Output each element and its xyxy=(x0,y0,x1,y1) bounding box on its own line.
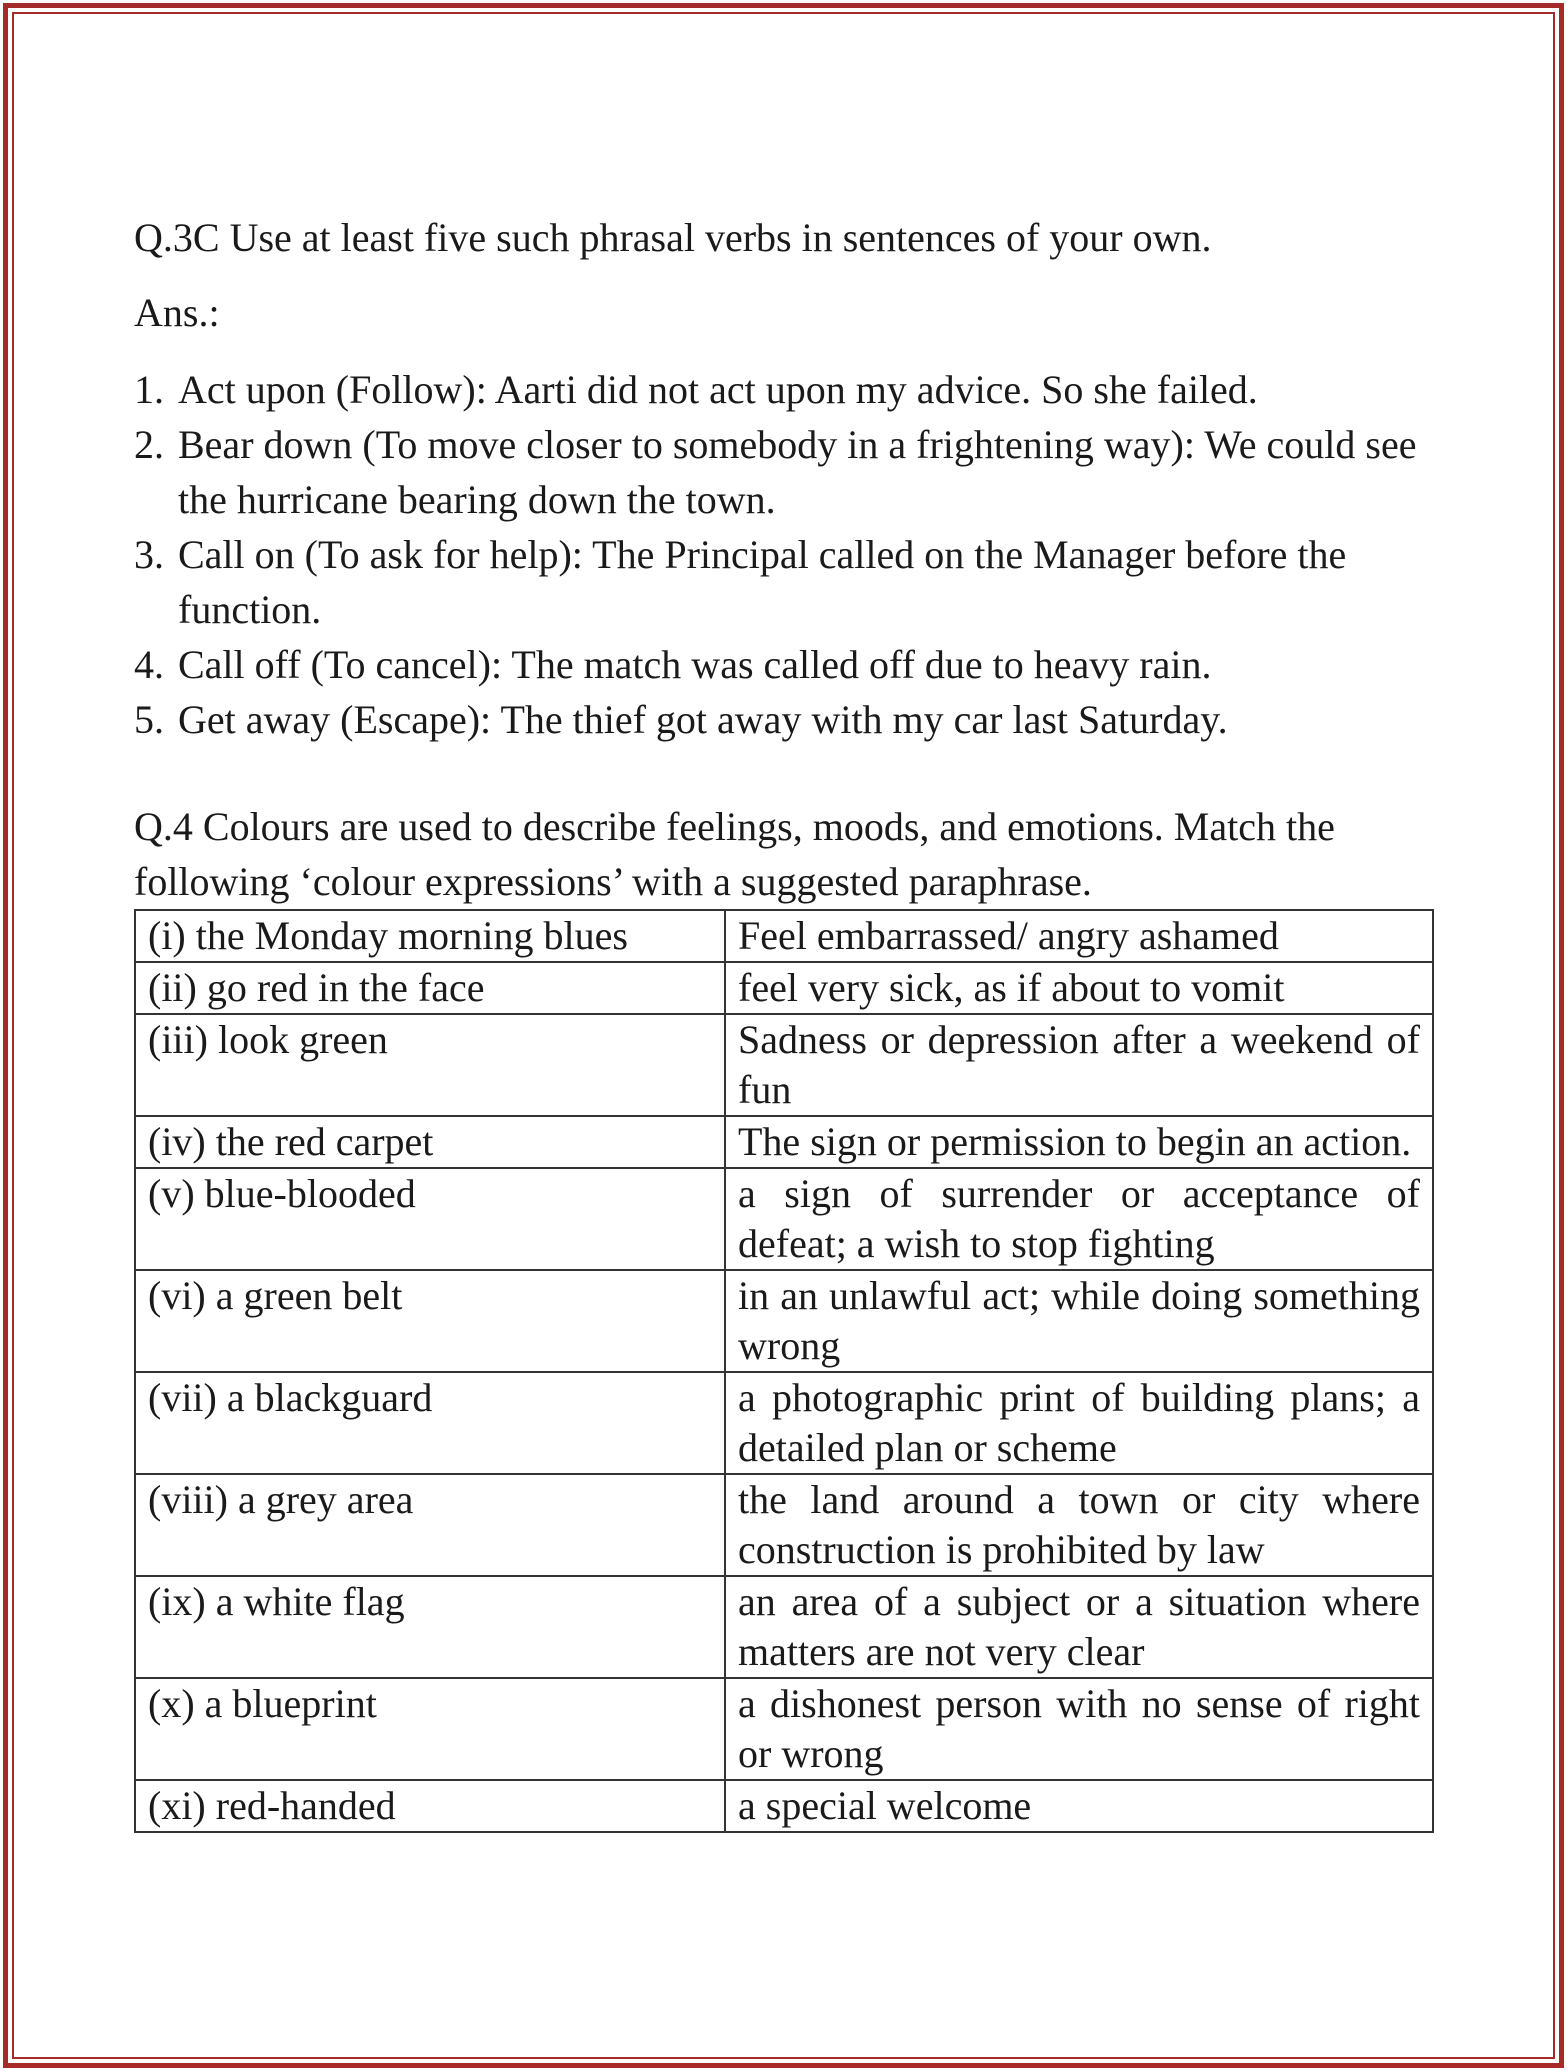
paraphrase-cell: a photographic print of building plans; a detailed plan or scheme xyxy=(725,1372,1433,1474)
answer-label: Ans.: xyxy=(134,290,220,335)
table-row xyxy=(135,1014,1433,1116)
table-row xyxy=(135,1780,1433,1832)
answer-list xyxy=(134,362,1434,747)
expression-cell: (x) a blueprint xyxy=(135,1678,725,1780)
table-row xyxy=(135,910,1433,962)
paraphrase-cell: The sign or permission to begin an action. xyxy=(725,1116,1433,1168)
answer-text: Get away (Escape): The thief got away with my car last Saturday. xyxy=(178,697,1228,742)
paraphrase-cell: Sadness or depression after a weekend of fun xyxy=(725,1014,1433,1116)
paraphrase-cell: an area of a subject or a situation where matters are not very clear xyxy=(725,1576,1433,1678)
answer-item xyxy=(134,637,1434,692)
answer-number: 1. xyxy=(134,367,164,412)
answer-number: 3. xyxy=(134,532,164,577)
answer-text: Call on (To ask for help): The Principal called on the Manager before the function. xyxy=(178,532,1347,632)
expression-cell: (vii) a blackguard xyxy=(135,1372,725,1474)
answer-item xyxy=(134,527,1434,637)
question-3c-title: Q.3C Use at least five such phrasal verbs in sentences of your own. xyxy=(134,215,1212,260)
paraphrase-cell: the land around a town or city where construction is prohibited by law xyxy=(725,1474,1433,1576)
answer-item xyxy=(134,362,1434,417)
paraphrase-cell: feel very sick, as if about to vomit xyxy=(725,962,1433,1014)
paraphrase-cell: a sign of surrender or acceptance of defeat; a wish to stop fighting xyxy=(725,1168,1433,1270)
table-row xyxy=(135,1474,1433,1576)
answer-text: Act upon (Follow): Aarti did not act upon my advice. So she failed. xyxy=(178,367,1258,412)
expression-cell: (iv) the red carpet xyxy=(135,1116,725,1168)
worksheet-content xyxy=(134,210,1434,1833)
expression-cell: (xi) red-handed xyxy=(135,1780,725,1832)
expression-cell: (iii) look green xyxy=(135,1014,725,1116)
table-row xyxy=(135,1116,1433,1168)
answer-number: 5. xyxy=(134,697,164,742)
expression-cell: (ii) go red in the face xyxy=(135,962,725,1014)
expression-cell: (ix) a white flag xyxy=(135,1576,725,1678)
paraphrase-cell: a special welcome xyxy=(725,1780,1433,1832)
colour-expressions-table xyxy=(134,909,1434,1833)
paraphrase-cell: in an unlawful act; while doing something wrong xyxy=(725,1270,1433,1372)
expression-cell: (v) blue-blooded xyxy=(135,1168,725,1270)
answer-text: Call off (To cancel): The match was called off due to heavy rain. xyxy=(178,642,1212,687)
answer-number: 4. xyxy=(134,642,164,687)
table-row xyxy=(135,1372,1433,1474)
expression-cell: (viii) a grey area xyxy=(135,1474,725,1576)
table-row xyxy=(135,1678,1433,1780)
table-row xyxy=(135,1168,1433,1270)
table-row xyxy=(135,1576,1433,1678)
paraphrase-cell: a dishonest person with no sense of right or wrong xyxy=(725,1678,1433,1780)
table-row xyxy=(135,962,1433,1014)
answer-item xyxy=(134,417,1434,527)
expression-cell: (vi) a green belt xyxy=(135,1270,725,1372)
table-row xyxy=(135,1270,1433,1372)
answer-item xyxy=(134,692,1434,747)
expression-cell: (i) the Monday morning blues xyxy=(135,910,725,962)
question-4-title: Q.4 Colours are used to describe feelings, moods, and emotions. Match the following ‘colour expressions’ with a suggested paraphrase. xyxy=(134,804,1335,904)
answer-text: Bear down (To move closer to somebody in a frightening way): We could see the hurricane bearing down the town. xyxy=(178,422,1417,522)
answer-number: 2. xyxy=(134,422,164,467)
paraphrase-cell: Feel embarrassed/ angry ashamed xyxy=(725,910,1433,962)
